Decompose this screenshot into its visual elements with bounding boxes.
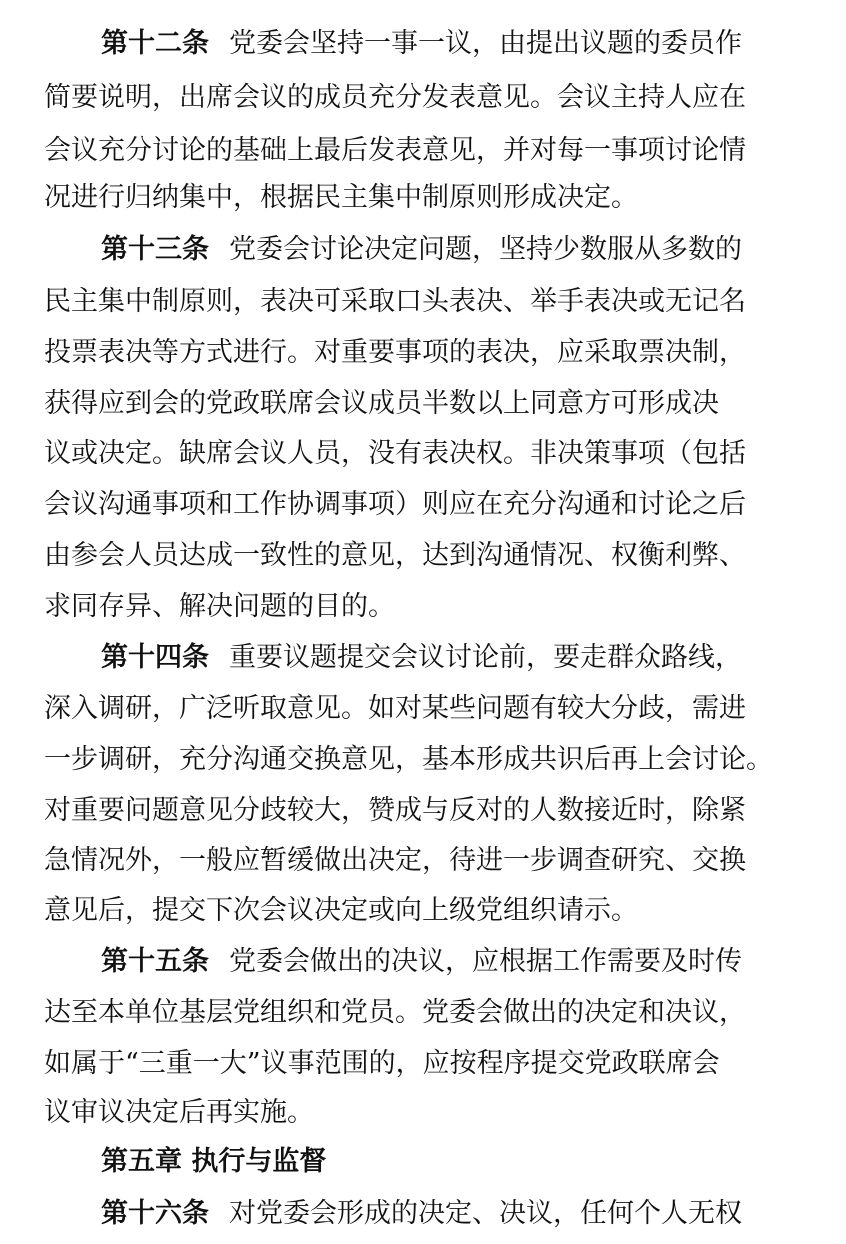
article-13-label: 第十三条	[101, 234, 209, 265]
article-15-line: 议审议决定后再实施。	[44, 1097, 314, 1128]
article-14-line: 急情况外，一般应暂缓做出决定，待进一步调查研究、交换	[44, 845, 746, 876]
article-14-line: 对重要问题意见分歧较大，赞成与反对的人数接近时，除紧	[44, 795, 746, 826]
article-13-line: 获得应到会的党政联席会议成员半数以上同意方可形成决	[44, 388, 719, 419]
article-13-line: 由参会人员达成一致性的意见，达到沟通情况、权衡利弊、	[44, 540, 746, 571]
article-13-text: 党委会讨论决定问题，坚持少数服从多数的	[229, 234, 742, 265]
article-16-label: 第十六条	[101, 1198, 209, 1229]
article-13-line: 求同存异、解决问题的目的。	[44, 591, 395, 622]
article-14-first-line	[101, 638, 804, 678]
article-16-first-line	[101, 1194, 804, 1234]
article-14-line: 一步调研，充分沟通交换意见，基本形成共识后再上会讨论。	[44, 744, 773, 775]
article-15-first-line	[101, 942, 804, 982]
article-14-label: 第十四条	[101, 642, 209, 673]
article-13-line: 民主集中制原则，表决可采取口头表决、举手表决或无记名	[44, 286, 746, 317]
article-13-first-line	[101, 230, 804, 270]
article-15-line: 如属于“三重一大”议事范围的，应按程序提交党政联席会	[44, 1048, 720, 1079]
article-12-line: 会议充分讨论的基础上最后发表意见，并对每一事项讨论情	[44, 135, 746, 166]
article-16-text: 对党委会形成的决定、决议，任何个人无权	[229, 1198, 742, 1229]
article-12-line: 况进行归纳集中，根据民主集中制原则形成决定。	[44, 182, 638, 213]
article-12-first-line	[101, 24, 804, 64]
article-13-line: 投票表决等方式进行。对重要事项的表决，应采取票决制，	[44, 337, 746, 368]
article-15-label: 第十五条	[101, 946, 209, 977]
article-12-line: 简要说明，出席会议的成员充分发表意见。会议主持人应在	[44, 82, 746, 113]
article-14-text: 重要议题提交会议讨论前，要走群众路线，	[229, 642, 742, 673]
article-14-line: 意见后，提交下次会议决定或向上级党组织请示。	[44, 895, 638, 926]
article-15-line: 达至本单位基层党组织和党员。党委会做出的决定和决议，	[44, 997, 746, 1028]
article-13-line: 会议沟通事项和工作协调事项）则应在充分沟通和讨论之后	[44, 489, 746, 520]
article-15-text: 党委会做出的决议，应根据工作需要及时传	[229, 946, 742, 977]
chapter-5-heading: 第五章 执行与监督	[101, 1146, 327, 1177]
article-13-line: 议或决定。缺席会议人员，没有表决权。非决策事项（包括	[44, 438, 746, 469]
article-14-line: 深入调研，广泛听取意见。如对某些问题有较大分歧，需进	[44, 693, 746, 724]
article-12-label: 第十二条	[101, 28, 209, 59]
article-12-text: 党委会坚持一事一议，由提出议题的委员作	[229, 28, 742, 59]
